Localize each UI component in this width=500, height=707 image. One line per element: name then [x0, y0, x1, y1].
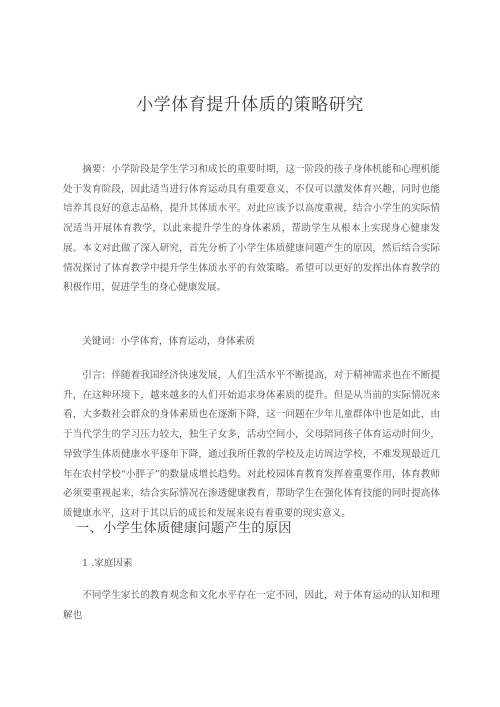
section-heading: 一、小学生体质健康问题产生的原因 [76, 521, 292, 536]
body-paragraph: 不同学生家长的教育观念和文化水平存在一定不同，因此，对于体育运动的认知和理解也 [63, 590, 440, 621]
document-title: 小学体育提升体质的策略研究 [136, 95, 364, 115]
keywords-line: 关键词：小学体育，体育运动，身体素质 [82, 336, 255, 347]
abstract-paragraph: 摘要：小学阶段是学生学习和成长的重要时期，这一阶段的孩子身体机能和心理机能处于发育阶段，因此适当进行体育运动具有重要意义，不仅可以激发体育兴趣，同时也能培养其良好的意志品格，提升其体质水平。对此应该予以高度重视，结合小学生的实际情况适当开展体育教学，以此来提升学生的身体素质，帮助学生从根本上实现身心健康发展。本文对此做了深入研究，首先分析了小学生体质健康问题产生的原因，然后结合实际情况探讨了体育教学中提升学生体质水平的有效策略。希望可以更好的发挥出体育教学的积极作用，促进学生的身心健康发展。 [63, 164, 440, 294]
introduction-paragraph: 引言：伴随着我国经济快速发展，人们生活水平不断提高，对于精神需求也在不断提升，在这种环境下，越来越多的人们开始追求身体素质的提升。但是从当前的实际情况来看，大多数社会群众的身体素质也在逐渐下降，这一问题在少年儿童群体中也是如此，由于当代学生的学习压力较大，独生子女多，活动空间小，父母陪同孩子体育运动时间少，导致学生体质健康水平逐年下降，通过我所任教的学校及走访周边学校，不难发现最近几年在农村学校“小胖子”的数量成增长趋势。对此校园体育教育发挥着重要作用，体育教师必须要重视起来，结合实际情况在渗透健康教育，帮助学生在强化体育技能的同时提高体质健康水平，这对于其以后的成长和发展来说有着重要的现实意义。 [63, 370, 440, 519]
subsection-heading: 1 .家庭因素 [82, 558, 133, 569]
